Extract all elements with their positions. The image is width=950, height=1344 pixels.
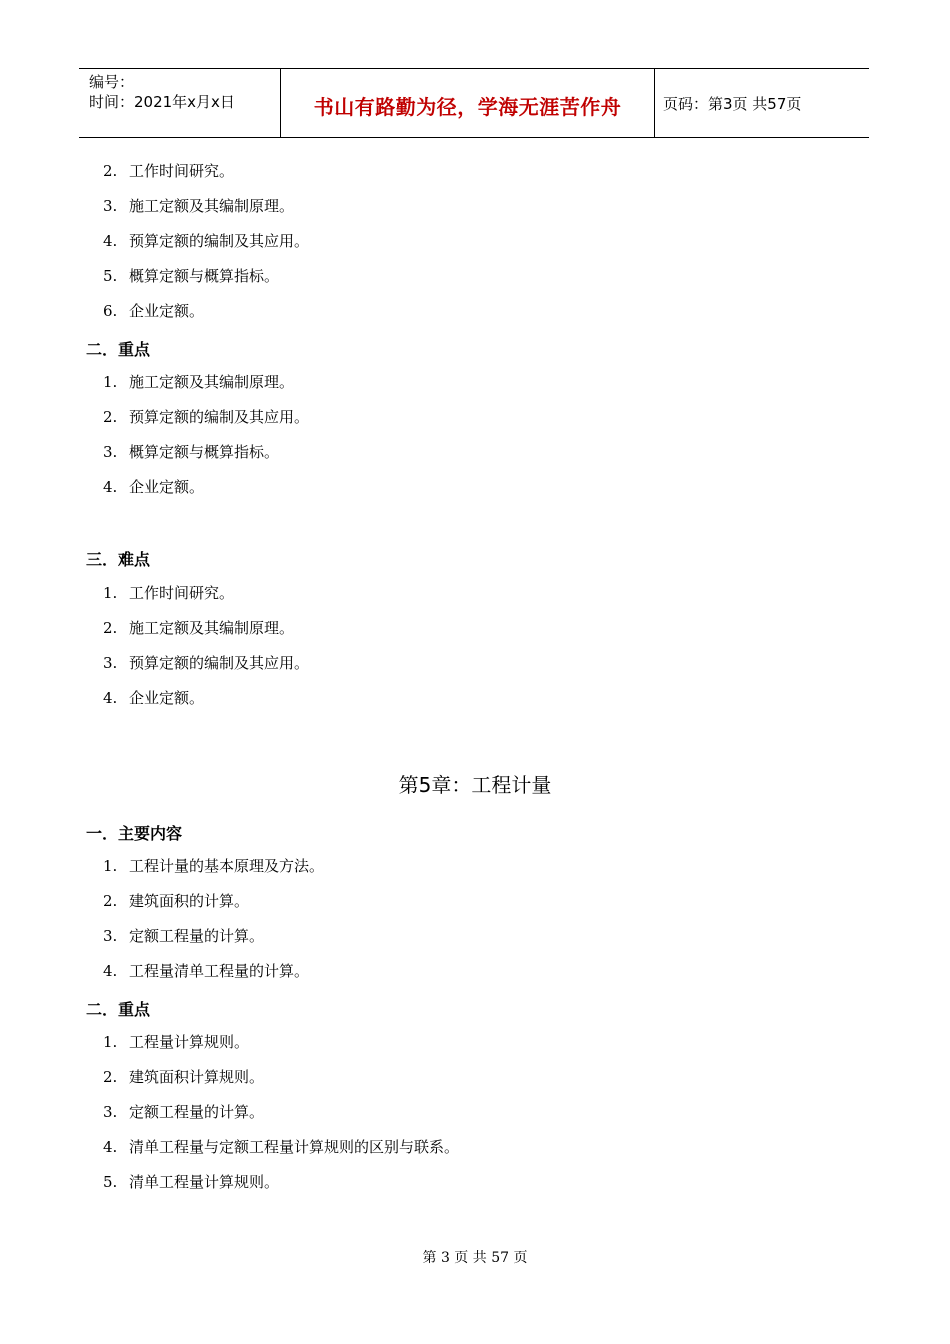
item-number: 3.: [103, 197, 118, 215]
item-text: 预算定额的编制及其应用。: [129, 654, 310, 672]
item-text: 建筑面积的计算。: [129, 892, 250, 910]
section-heading-key-points: 二．重点: [86, 340, 151, 359]
header-left-cell: [79, 69, 280, 137]
list-item: [103, 1066, 264, 1087]
item-text: 定额工程量的计算。: [129, 927, 265, 945]
list-item: [103, 1171, 279, 1192]
item-number: 6.: [103, 302, 118, 320]
list-item: [103, 195, 294, 216]
item-text: 施工定额及其编制原理。: [129, 373, 295, 391]
item-text: 建筑面积计算规则。: [129, 1068, 265, 1086]
item-text: 工程计量的基本原理及方法。: [129, 857, 325, 875]
list-item: [103, 687, 204, 708]
list-item: [103, 925, 264, 946]
header-middle-cell: [280, 69, 655, 137]
list-item: [103, 406, 309, 427]
item-text: 预算定额的编制及其应用。: [129, 408, 310, 426]
section-heading-main-content: 一．主要内容: [86, 824, 183, 843]
number-label: 编号：: [89, 73, 135, 91]
list-item: [103, 582, 234, 603]
list-item: [103, 855, 324, 876]
section-heading-key-points: 二．重点: [86, 1000, 151, 1019]
header-motto: 书山有路勤为径，学海无涯苦作舟: [313, 95, 622, 119]
list-item: [103, 1136, 459, 1157]
list-item: [103, 300, 204, 321]
chapter-title: 第5章：工程计量: [398, 773, 552, 797]
item-number: 3.: [103, 1103, 118, 1121]
item-text: 工程量计算规则。: [129, 1033, 250, 1051]
list-item: [103, 890, 249, 911]
item-number: 1.: [103, 857, 118, 875]
item-text: 工程量清单工程量的计算。: [129, 962, 310, 980]
item-text: 施工定额及其编制原理。: [129, 619, 295, 637]
item-number: 2.: [103, 619, 118, 637]
header-right-cell: [654, 69, 869, 137]
section-heading-difficulties: 三．难点: [86, 550, 151, 569]
item-number: 1.: [103, 1033, 118, 1051]
list-item: [103, 441, 279, 462]
item-number: 3.: [103, 443, 118, 461]
list-item: [103, 960, 309, 981]
item-number: 3.: [103, 927, 118, 945]
header-page-info: 页码：第3页 共57页: [663, 95, 802, 113]
item-text: 清单工程量与定额工程量计算规则的区别与联系。: [129, 1138, 460, 1156]
item-text: 企业定额。: [129, 689, 205, 707]
item-number: 4.: [103, 962, 118, 980]
item-text: 清单工程量计算规则。: [129, 1173, 280, 1191]
item-text: 企业定额。: [129, 478, 205, 496]
page-footer: 第 3 页 共 57 页: [422, 1250, 528, 1266]
list-item: [103, 265, 279, 286]
item-text: 概算定额与概算指标。: [129, 267, 280, 285]
item-number: 1.: [103, 373, 118, 391]
item-number: 5.: [103, 1173, 118, 1191]
item-text: 企业定额。: [129, 302, 205, 320]
item-text: 定额工程量的计算。: [129, 1103, 265, 1121]
item-number: 4.: [103, 1138, 118, 1156]
item-text: 工作时间研究。: [129, 584, 235, 602]
item-number: 2.: [103, 1068, 118, 1086]
item-number: 4.: [103, 232, 118, 250]
item-text: 工作时间研究。: [129, 162, 235, 180]
list-item: [103, 1101, 264, 1122]
item-text: 预算定额的编制及其应用。: [129, 232, 310, 250]
item-number: 5.: [103, 267, 118, 285]
item-number: 1.: [103, 584, 118, 602]
item-text: 概算定额与概算指标。: [129, 443, 280, 461]
list-item: [103, 617, 294, 638]
item-number: 4.: [103, 689, 118, 707]
time-label: 时间：2021年x月x日: [89, 93, 235, 111]
list-item: [103, 160, 234, 181]
list-item: [103, 1031, 249, 1052]
item-number: 2.: [103, 892, 118, 910]
item-number: 4.: [103, 478, 118, 496]
item-text: 施工定额及其编制原理。: [129, 197, 295, 215]
item-number: 3.: [103, 654, 118, 672]
list-item: [103, 476, 204, 497]
list-item: [103, 230, 309, 251]
list-item: [103, 371, 294, 392]
page-header: [79, 68, 869, 138]
item-number: 2.: [103, 408, 118, 426]
item-number: 2.: [103, 162, 118, 180]
list-item: [103, 652, 309, 673]
